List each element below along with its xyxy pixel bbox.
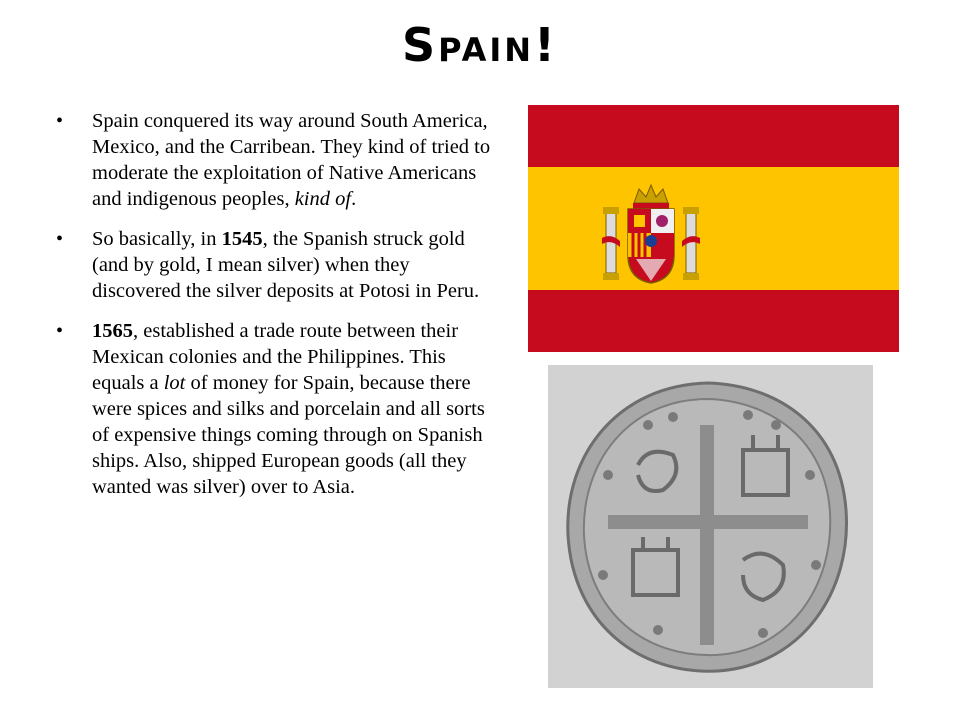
bullet-text-part: , the Spanish struck gold (and by gold, I mean silver) when they discovered the silver deposits at Potosi in Peru. (92, 228, 480, 302)
bullet-text-part: Spain conquered its way around South America, Mexico, and the Carribean. They kind of tried to moderate the exploitation of Native Americans and indigenous peoples, (92, 110, 491, 210)
bullet-text-bold: 1545 (221, 228, 263, 250)
bullet-dot: • (56, 228, 64, 250)
bullet-dot: • (56, 110, 64, 132)
bullet-item (54, 108, 494, 212)
silver-coin-icon (548, 365, 873, 688)
bullet-dot: • (56, 320, 64, 342)
bullet-text-italic: kind of (294, 188, 352, 210)
slide-title: Spain! (401, 18, 559, 72)
bullet-text-part: of money for Spain, because there were spices and silks and porcelain and all sorts of expensive things coming through on Spanish ships. Also, shipped European goods (all they wanted was silver) over to Asia. (92, 372, 485, 498)
bullet-text-part: . (351, 188, 357, 210)
bullet-list (54, 108, 494, 514)
bullet-text-part: , established a trade route between their Mexican colonies and the Philippines. This equals a (92, 320, 459, 394)
bullet-text-part: So basically, in (92, 228, 222, 250)
spain-flag-icon (528, 105, 899, 352)
bullet-item (54, 318, 494, 500)
bullet-text-italic: lot (163, 372, 186, 394)
bullet-text-bold: 1565 (92, 320, 133, 342)
bullet-item (54, 226, 494, 304)
